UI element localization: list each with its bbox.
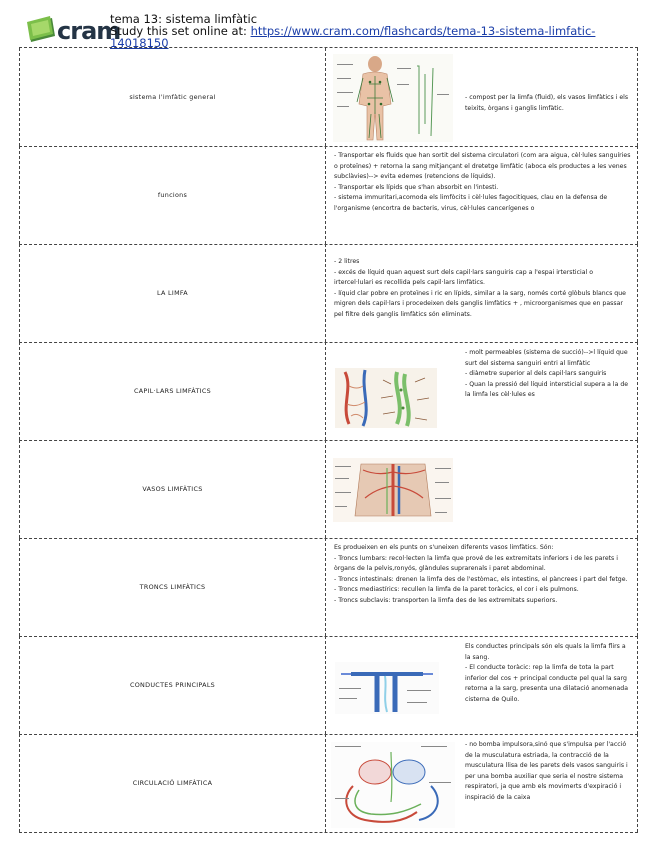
card-term: sistema l'imfàtic general [129,93,216,101]
card-term-cell [19,734,326,832]
card-term-cell [19,440,326,538]
card-row [19,146,638,245]
card-row [19,538,638,637]
logo-wordmark: cram [57,17,121,45]
card-term: TRONCS LIMFÀTICS [139,583,206,591]
card-term-cell [19,146,326,244]
page-header [20,8,640,48]
set-title: tema 13: sistema limfàtic [110,12,258,26]
card-definition-cell [325,342,638,440]
card-row [19,440,638,539]
card-term-cell [19,48,326,146]
card-row [19,734,638,833]
card-definition-cell [325,734,638,832]
card-definition-cell [325,48,638,146]
card-row [19,636,638,735]
card-term: VASOS LIMFÀTICS [142,485,203,493]
card-term-cell [19,636,326,734]
card-definition-cell [325,244,638,342]
set-url-link[interactable]: https://www.cram.com/flashcards/tema-13-sistema-limfatic-14018150 [110,24,596,50]
study-prefix: Study this set online at: [110,24,251,38]
card-definition: - compost per la limfa (fluid), els vasos limfàtics i els teixits, òrgans i ganglis limfàtic. [465,94,629,112]
card-definition-cell [325,146,638,244]
card-term: CONDUCTES PRINCIPALS [129,681,216,689]
card-term-cell [19,538,326,636]
card-definition: Els conductes principals són els quals la limfa flirs a la sang. - El conducte toràcic: rep la limfa de tota la part inferior del cos + principal conducte pel qual la sarg retorna a la sarg, presenta una dilatació anomenada cisterna de Quilo. [465,643,628,703]
card-term: CAPIL·LARS LIMFÀTICS [133,387,211,395]
flashcard-table [19,47,638,801]
card-row [19,48,638,147]
lymph-capillaries-figure [335,368,437,428]
card-row [19,244,638,343]
card-definition-cell [325,440,638,538]
card-row [19,342,638,441]
lymphatic-system-figure [333,54,453,142]
card-definition: - 2 litres - excés de líquid quan aquest surt dels capil·lars sanguiris cap a l'espai irtersticial o irtercel·lulari es recollida pels capil·lars limfàtics. - líquid clar pobre en proteïnes i ric en lípids, similar a la sarg, només corté glòbuls blancs que migren dels capil·lars i procedeixen dels ganglis limfàtics + , microorganismes que en passar pel filtre dels ganglis limfàtics són eliminats. [334,258,626,318]
card-term-cell [19,244,326,342]
card-term: CIRCULACIÓ LIMFÀTICA [132,779,213,787]
lymphatic-circulation-figure [331,742,455,828]
card-definition-cell [325,636,638,734]
thoracic-duct-figure [335,662,439,714]
card-term: LA LIMFA [157,289,188,297]
card-term: funcions [157,191,188,199]
cram-logo-icon [25,14,59,44]
card-definition-cell [325,538,638,636]
lymph-vessels-figure [333,458,453,522]
card-definition: - Transportar els fluids que han sortit del sistema circulatori (com ara aigua, cèl·lules sanguíries o proteïnes) + retorna la sang mitjançant el dretetge limfàtic (aboca els productes a les venes subclàvies)--> evita edemes (retencions de líquids). - Transportar els lípids que s'han absorbit en l'intesti. - sistema immuritari,acomoda els limfòcits i cèl·lules fagocitiques, clau en la defensa de l'organisme (encortra de bacteris, virus, cèl·lules cancerígenes o [334,152,631,212]
card-definition: - no bomba impulsora,sinó que s'impulsa per l'acció de la musculatura estriada, la contracció de la musculatura llisa de les parets dels vasos sanguiris i per una bomba auxiliar que seria el nostre sistema respiratori, ja que amb els movimerts d'expiració i inspiració de la caixa [465,741,628,801]
study-online-line [110,25,630,49]
card-definition: - molt permeables (sistema de succió)-->l líquid que surt del sistema sanguiri entri al limfàtic - diàmetre superior al dels capil·lars sanguiris - Quan la pressió del líquid intersticial supera a la de la limfa les cèl·lules es [465,349,629,398]
card-term-cell [19,342,326,440]
card-definition: Es produeixen en els punts on s'uneixen diferents vasos limfàtics. Són: - Troncs lumbars: recol·lecten la limfa que prové de les extremitats inferiors i de les parets i òrgans de la pelvis,ronyós, glàndules suprarenals i paret abdominal. - Troncs intestinals: drenen la limfa des de l'estòmac, els intestins, el pàncrees i part del fetge. - Troncs mediastírics: recullen la limfa de la paret toràcics, el cor i els pulmons. - Troncs subclavis: transporten la limfa des de les extremitats superiors. [334,544,628,604]
